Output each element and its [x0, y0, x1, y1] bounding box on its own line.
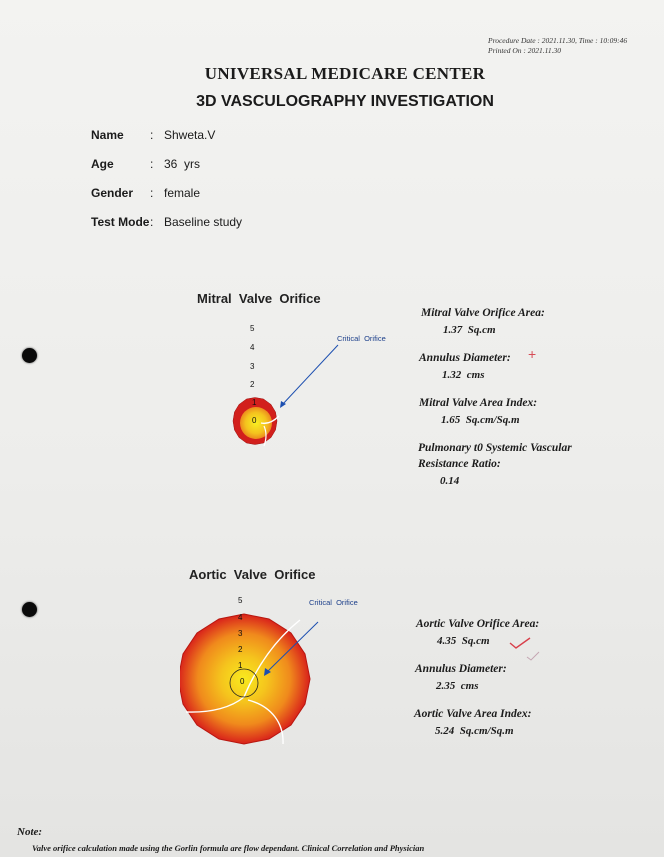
punch-hole-top [22, 348, 37, 363]
gender-value: female [164, 186, 201, 200]
aortic-index-label: Aortic Valve Area Index: [414, 708, 532, 720]
aortic-area-check-mark [508, 636, 532, 650]
gender-colon: : [150, 186, 154, 200]
aortic-orifice-diagram [180, 600, 330, 745]
aortic-tick-0: 0 [240, 677, 245, 686]
aortic-section-title: Aortic Valve Orifice [189, 567, 316, 582]
mitral-annulus-label: Annulus Diameter: [419, 352, 511, 364]
mitral-ratio-label-line2: Resistance Ratio: [418, 458, 501, 470]
mitral-tick-0: 0 [252, 416, 257, 425]
gender-label: Gender [91, 186, 134, 200]
aortic-annulus-label: Annulus Diameter: [415, 663, 507, 675]
mitral-tick-2: 2 [250, 380, 255, 389]
mitral-orifice-diagram [225, 330, 405, 455]
mitral-ratio-label-line1: Pulmonary t0 Systemic Vascular [418, 442, 572, 454]
name-value: Shweta.V [164, 128, 216, 142]
test-mode-colon: : [150, 215, 154, 229]
report-title: 3D VASCULOGRAPHY INVESTIGATION [196, 93, 494, 110]
mitral-tick-5: 5 [250, 324, 255, 333]
mitral-tick-3: 3 [250, 362, 255, 371]
printed-on-line: Printed On : 2021.11.30 [488, 46, 561, 55]
mitral-index-label: Mitral Valve Area Index: [419, 397, 538, 409]
mitral-tick-1: 1 [252, 398, 257, 407]
aortic-tick-5: 5 [238, 596, 243, 605]
procedure-date-line: Procedure Date : 2021.11.30, Time : 10:09:46 [488, 36, 628, 45]
aortic-annulus-value: 2.35 cms [436, 680, 479, 692]
aortic-annulus-check-mark [526, 650, 540, 662]
mitral-area-label: Mitral Valve Orifice Area: [421, 307, 545, 319]
aortic-tick-4: 4 [238, 613, 243, 622]
age-colon: : [150, 157, 154, 171]
aortic-area-label: Aortic Valve Orifice Area: [416, 618, 540, 630]
mitral-ratio-value: 0.14 [440, 475, 460, 487]
test-mode-value: Baseline study [164, 215, 243, 229]
mitral-area-value: 1.37 Sq.cm [443, 324, 496, 336]
punch-hole-bottom [22, 602, 37, 617]
mitral-annulus-value: 1.32 cms [442, 369, 485, 381]
note-text: Valve orifice calculation made using the Gorlin formula are flow dependant. Clinical Correlation and Physician [32, 843, 425, 853]
aortic-tick-3: 3 [238, 629, 243, 638]
center-name: UNIVERSAL MEDICARE CENTER [204, 64, 486, 83]
mitral-critical-orifice-label: Critical Orifice [337, 334, 386, 343]
mitral-section-title: Mitral Valve Orifice [197, 291, 321, 306]
aortic-critical-orifice-label: Critical Orifice [309, 598, 358, 607]
name-colon: : [150, 128, 154, 142]
note-title: Note: [17, 826, 43, 838]
aortic-tick-2: 2 [238, 645, 243, 654]
mitral-annulus-pen-mark: + [528, 346, 537, 362]
mitral-index-value: 1.65 Sq.cm/Sq.m [441, 414, 520, 426]
procedure-info [488, 36, 627, 56]
age-value: 36 yrs [164, 157, 201, 171]
aortic-area-value: 4.35 Sq.cm [437, 635, 490, 647]
age-label: Age [91, 157, 114, 171]
mitral-critical-arrow [282, 345, 338, 405]
mitral-tick-4: 4 [250, 343, 255, 352]
test-mode-label: Test Mode [91, 215, 150, 229]
aortic-index-value: 5.24 Sq.cm/Sq.m [435, 725, 514, 737]
aortic-tick-1: 1 [238, 661, 243, 670]
aortic-outer-orifice [180, 614, 310, 744]
name-label: Name [91, 128, 124, 142]
